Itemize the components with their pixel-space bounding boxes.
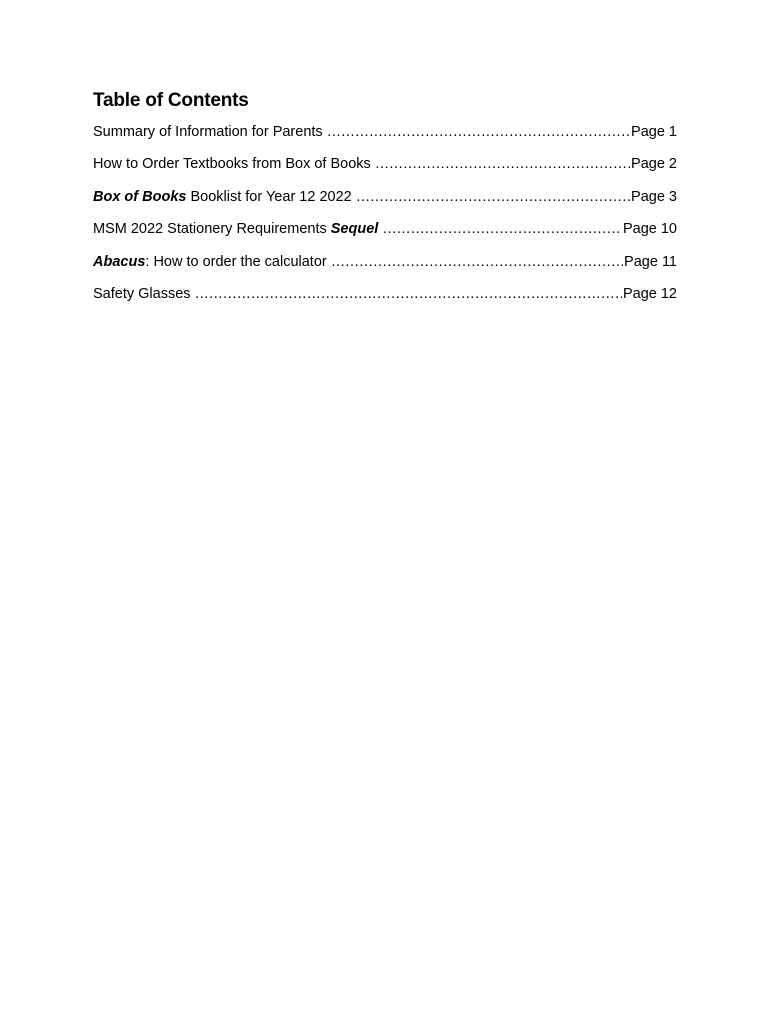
toc-entry-label-text: Booklist for Year 12 2022 [186, 188, 352, 205]
toc-dot-leader [331, 254, 623, 271]
table-of-contents [93, 88, 677, 318]
toc-entry-label-emphasis: Box of Books [93, 188, 187, 205]
toc-page-number: Page 10 [622, 221, 677, 238]
toc-page-number: Page 12 [622, 285, 677, 302]
toc-dot-leader [356, 189, 630, 206]
toc-entry-label-text: Summary of Information for Parents [93, 124, 323, 140]
toc-entry-label [93, 189, 352, 206]
toc-page-number: Page 1 [631, 124, 677, 140]
toc-entry-abacus-calculator[interactable] [93, 254, 677, 286]
toc-entry-safety-glasses[interactable] [93, 286, 677, 318]
toc-list [93, 124, 677, 318]
toc-entry-summary-of-information[interactable] [93, 124, 677, 156]
toc-entry-label [93, 221, 378, 238]
toc-entry-label [93, 286, 191, 303]
toc-entry-stationery-requirements[interactable] [93, 221, 677, 253]
toc-entry-label [93, 124, 323, 141]
toc-page-number: Page 11 [624, 253, 677, 270]
toc-dot-leader [382, 221, 622, 238]
toc-entry-booklist-year-12[interactable] [93, 189, 677, 221]
toc-entry-label-text: How to Order Textbooks from Box of Books [93, 156, 371, 173]
toc-entry-label-emphasis: Sequel [330, 221, 379, 238]
toc-dot-leader [375, 156, 630, 173]
toc-dot-leader [195, 286, 622, 303]
toc-entry-label-text: : How to order the calculator [145, 253, 327, 270]
toc-entry-how-to-order-textbooks[interactable] [93, 156, 677, 188]
toc-entry-label-pre: MSM 2022 Stationery Requirements [93, 221, 331, 238]
toc-entry-label [93, 254, 327, 271]
toc-dot-leader [327, 124, 630, 141]
toc-page-number: Page 2 [631, 156, 677, 173]
toc-entry-label-emphasis: Abacus [93, 253, 146, 270]
toc-page-number: Page 3 [631, 188, 677, 205]
toc-title: Table of Contents [93, 90, 249, 111]
toc-entry-label [93, 156, 371, 173]
toc-entry-label-text: Safety Glasses [93, 285, 191, 302]
